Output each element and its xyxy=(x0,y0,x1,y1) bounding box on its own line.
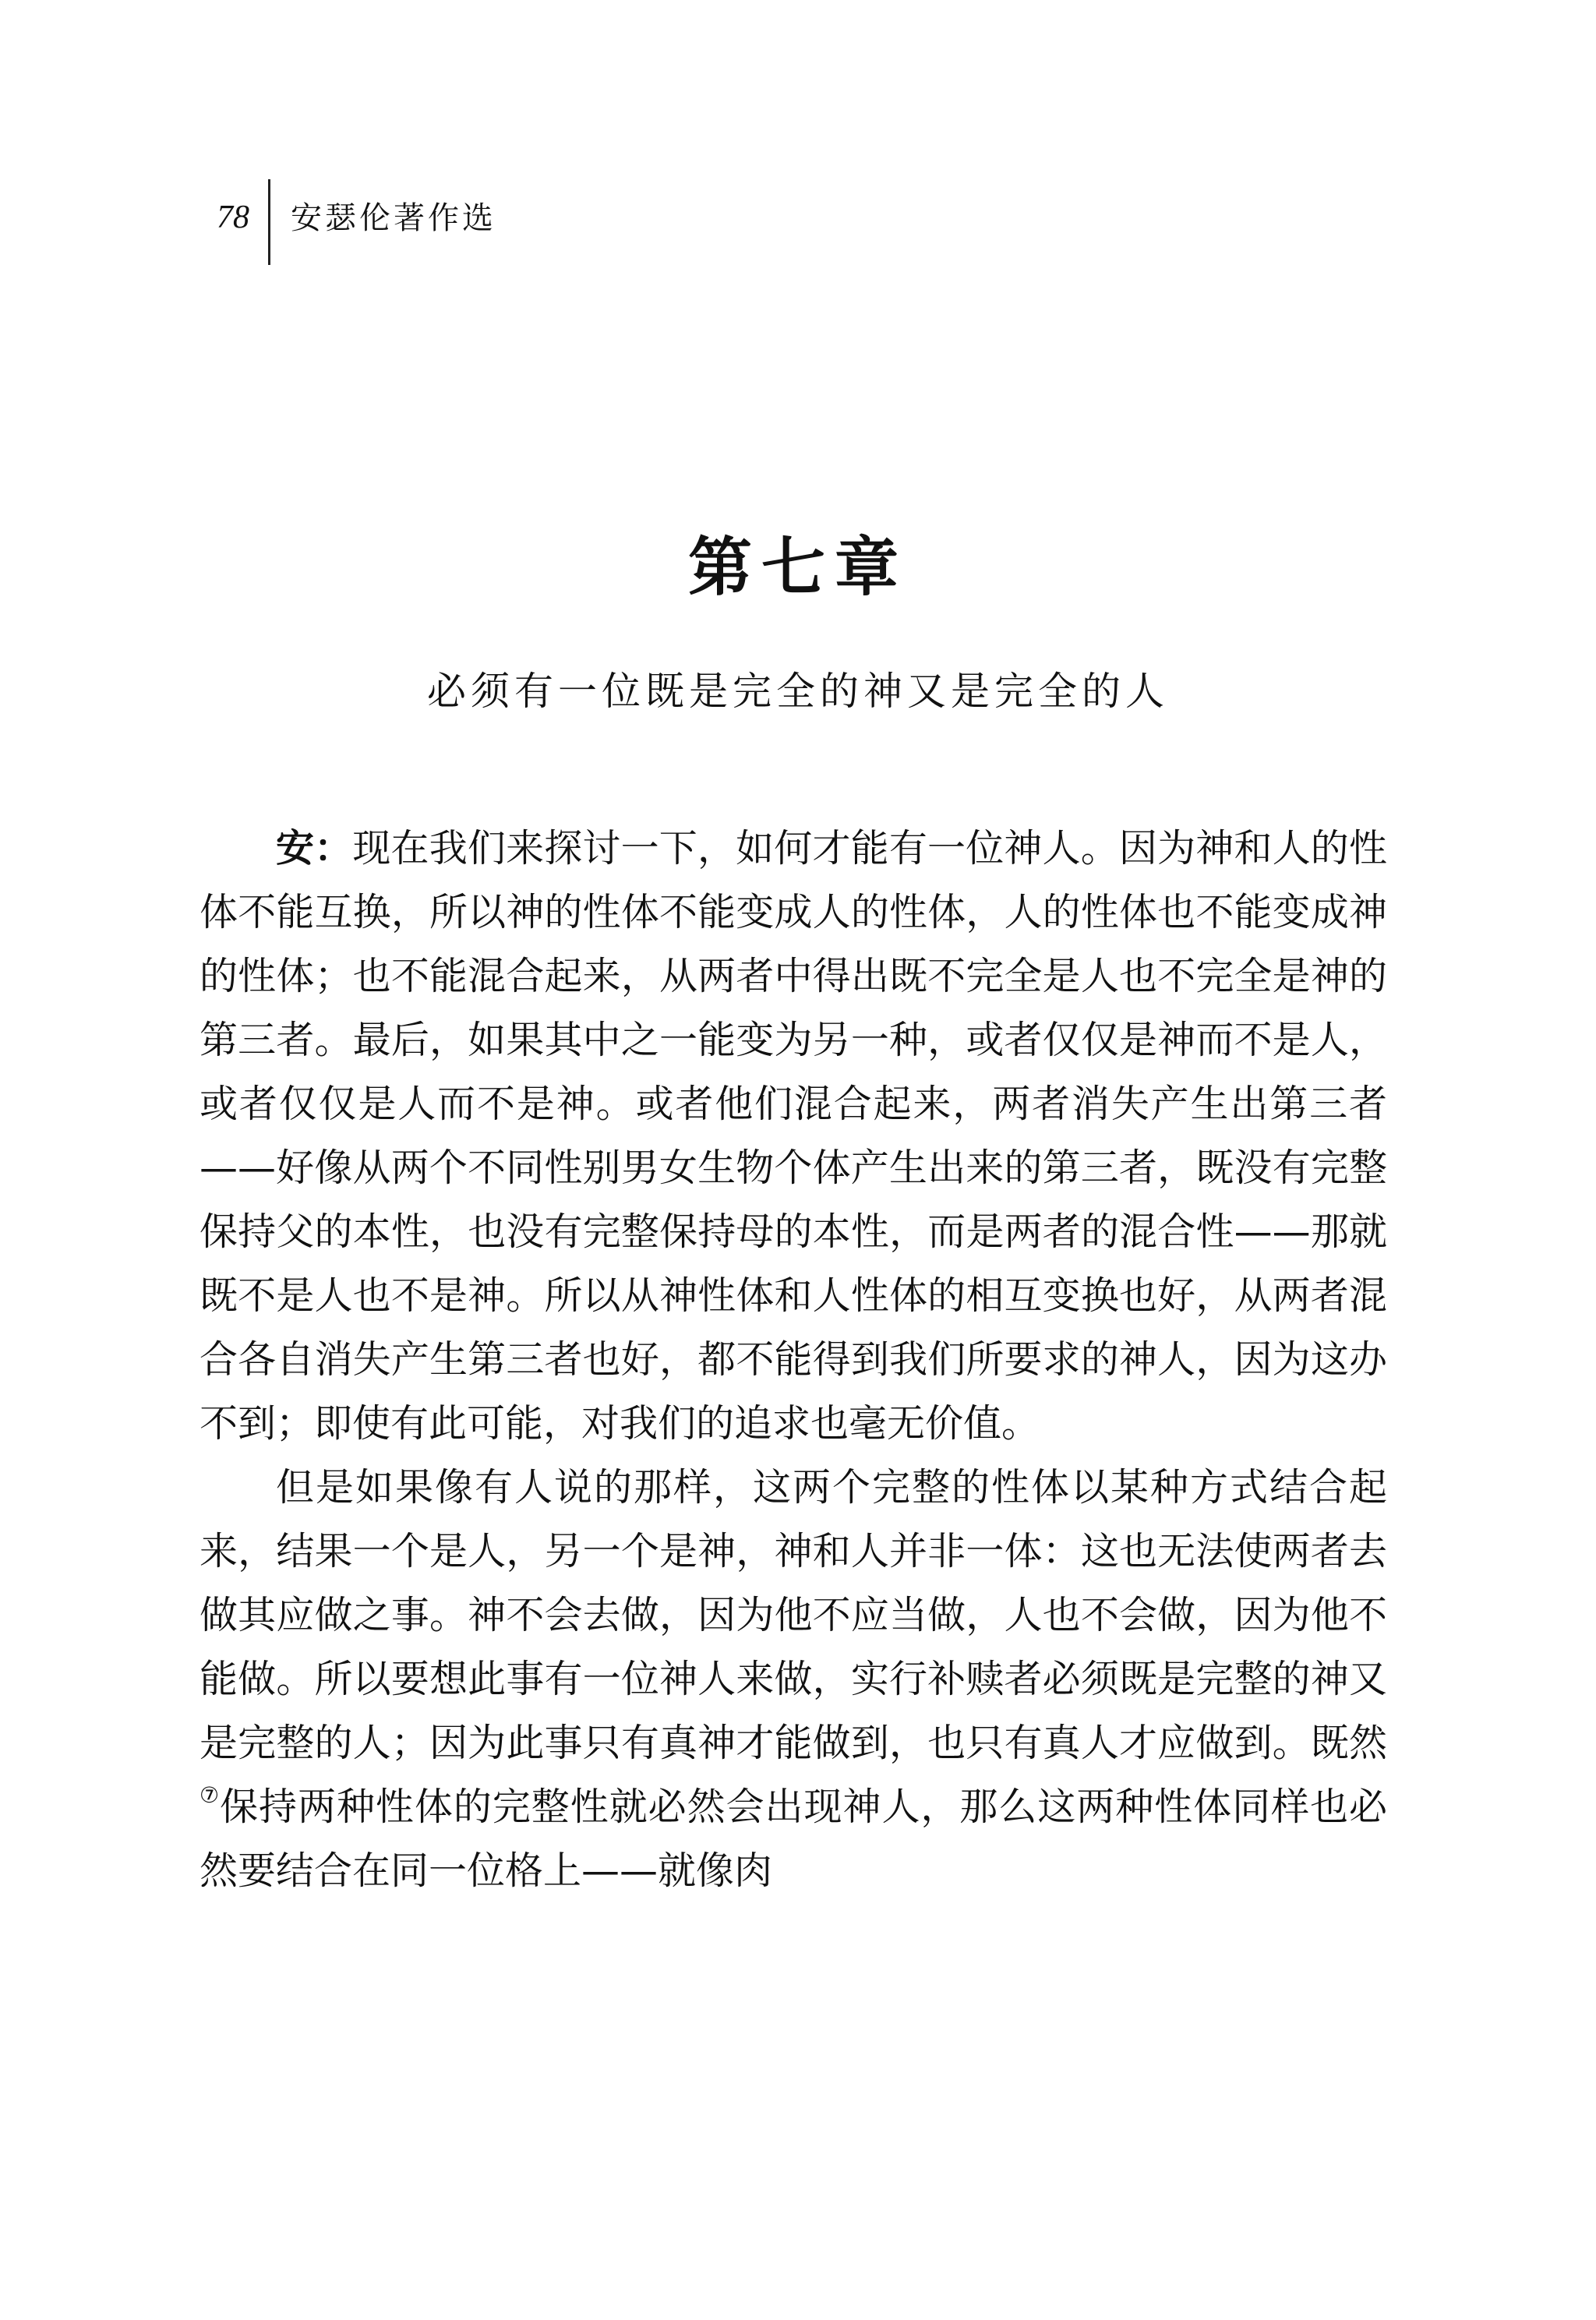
paragraph-1-text: 现在我们来探讨一下，如何才能有一位神人。因为神和人的性体不能互换，所以神的性体不能变成人的性体，人的性体也不能变成神的性体；也不能混合起来，从两者中得出既不完全是人也不完全是神的第三者。最后，如果其中之一能变为另一种，或者仅仅是神而不是人，或者仅仅是人而不是神。或者他们混合起来，两者消失产生出第三者——好像从两个不同性别男女生物个体产生出来的第三者，既没有完整保持父的本性，也没有完整保持母的本性，而是两者的混合性——那就既不是人也不是神。所以从神性体和人性体的相互变换也好，从两者混合各自消失产生第三者也好，都不能得到我们所要求的神人，因为这办不到；即使有此可能，对我们的追求也毫无价值。 xyxy=(200,826,1387,1446)
page-number: 78 xyxy=(217,200,249,235)
chapter-subtitle: 必须有一位既是完全的神又是完全的人 xyxy=(427,669,1169,714)
running-head xyxy=(217,179,496,265)
paragraph-2-text-before-note: 但是如果像有人说的那样，这两个完整的性体以某种方式结合起来，结果一个是人，另一个是神，神和人并非一体：这也无法使两者去做其应做之事。神不会去做，因为他不应当做，人也不会做，因为他不能做。所以要想此事有一位神人来做，实行补赎者必须既是完整的神又是完整的人；因为此事只有真神才能做到，也只有真人才应做到。既然 xyxy=(200,1465,1387,1765)
chapter-title: 第七章 xyxy=(687,531,908,605)
book-title: 安瑟伦著作选 xyxy=(291,200,496,236)
paragraph-2-text-after-note: 保持两种性体的完整性就必然会出现神人，那么这两种性体同样也必然要结合在同一位格上——就像肉 xyxy=(200,1785,1387,1893)
paragraph-1 xyxy=(200,817,1387,1456)
body-text xyxy=(200,817,1387,1903)
paragraph-2 xyxy=(200,1456,1387,1903)
header-divider xyxy=(268,179,270,265)
footnote-marker: ⑦ xyxy=(200,1782,221,1808)
speaker-label: 安： xyxy=(276,826,353,870)
